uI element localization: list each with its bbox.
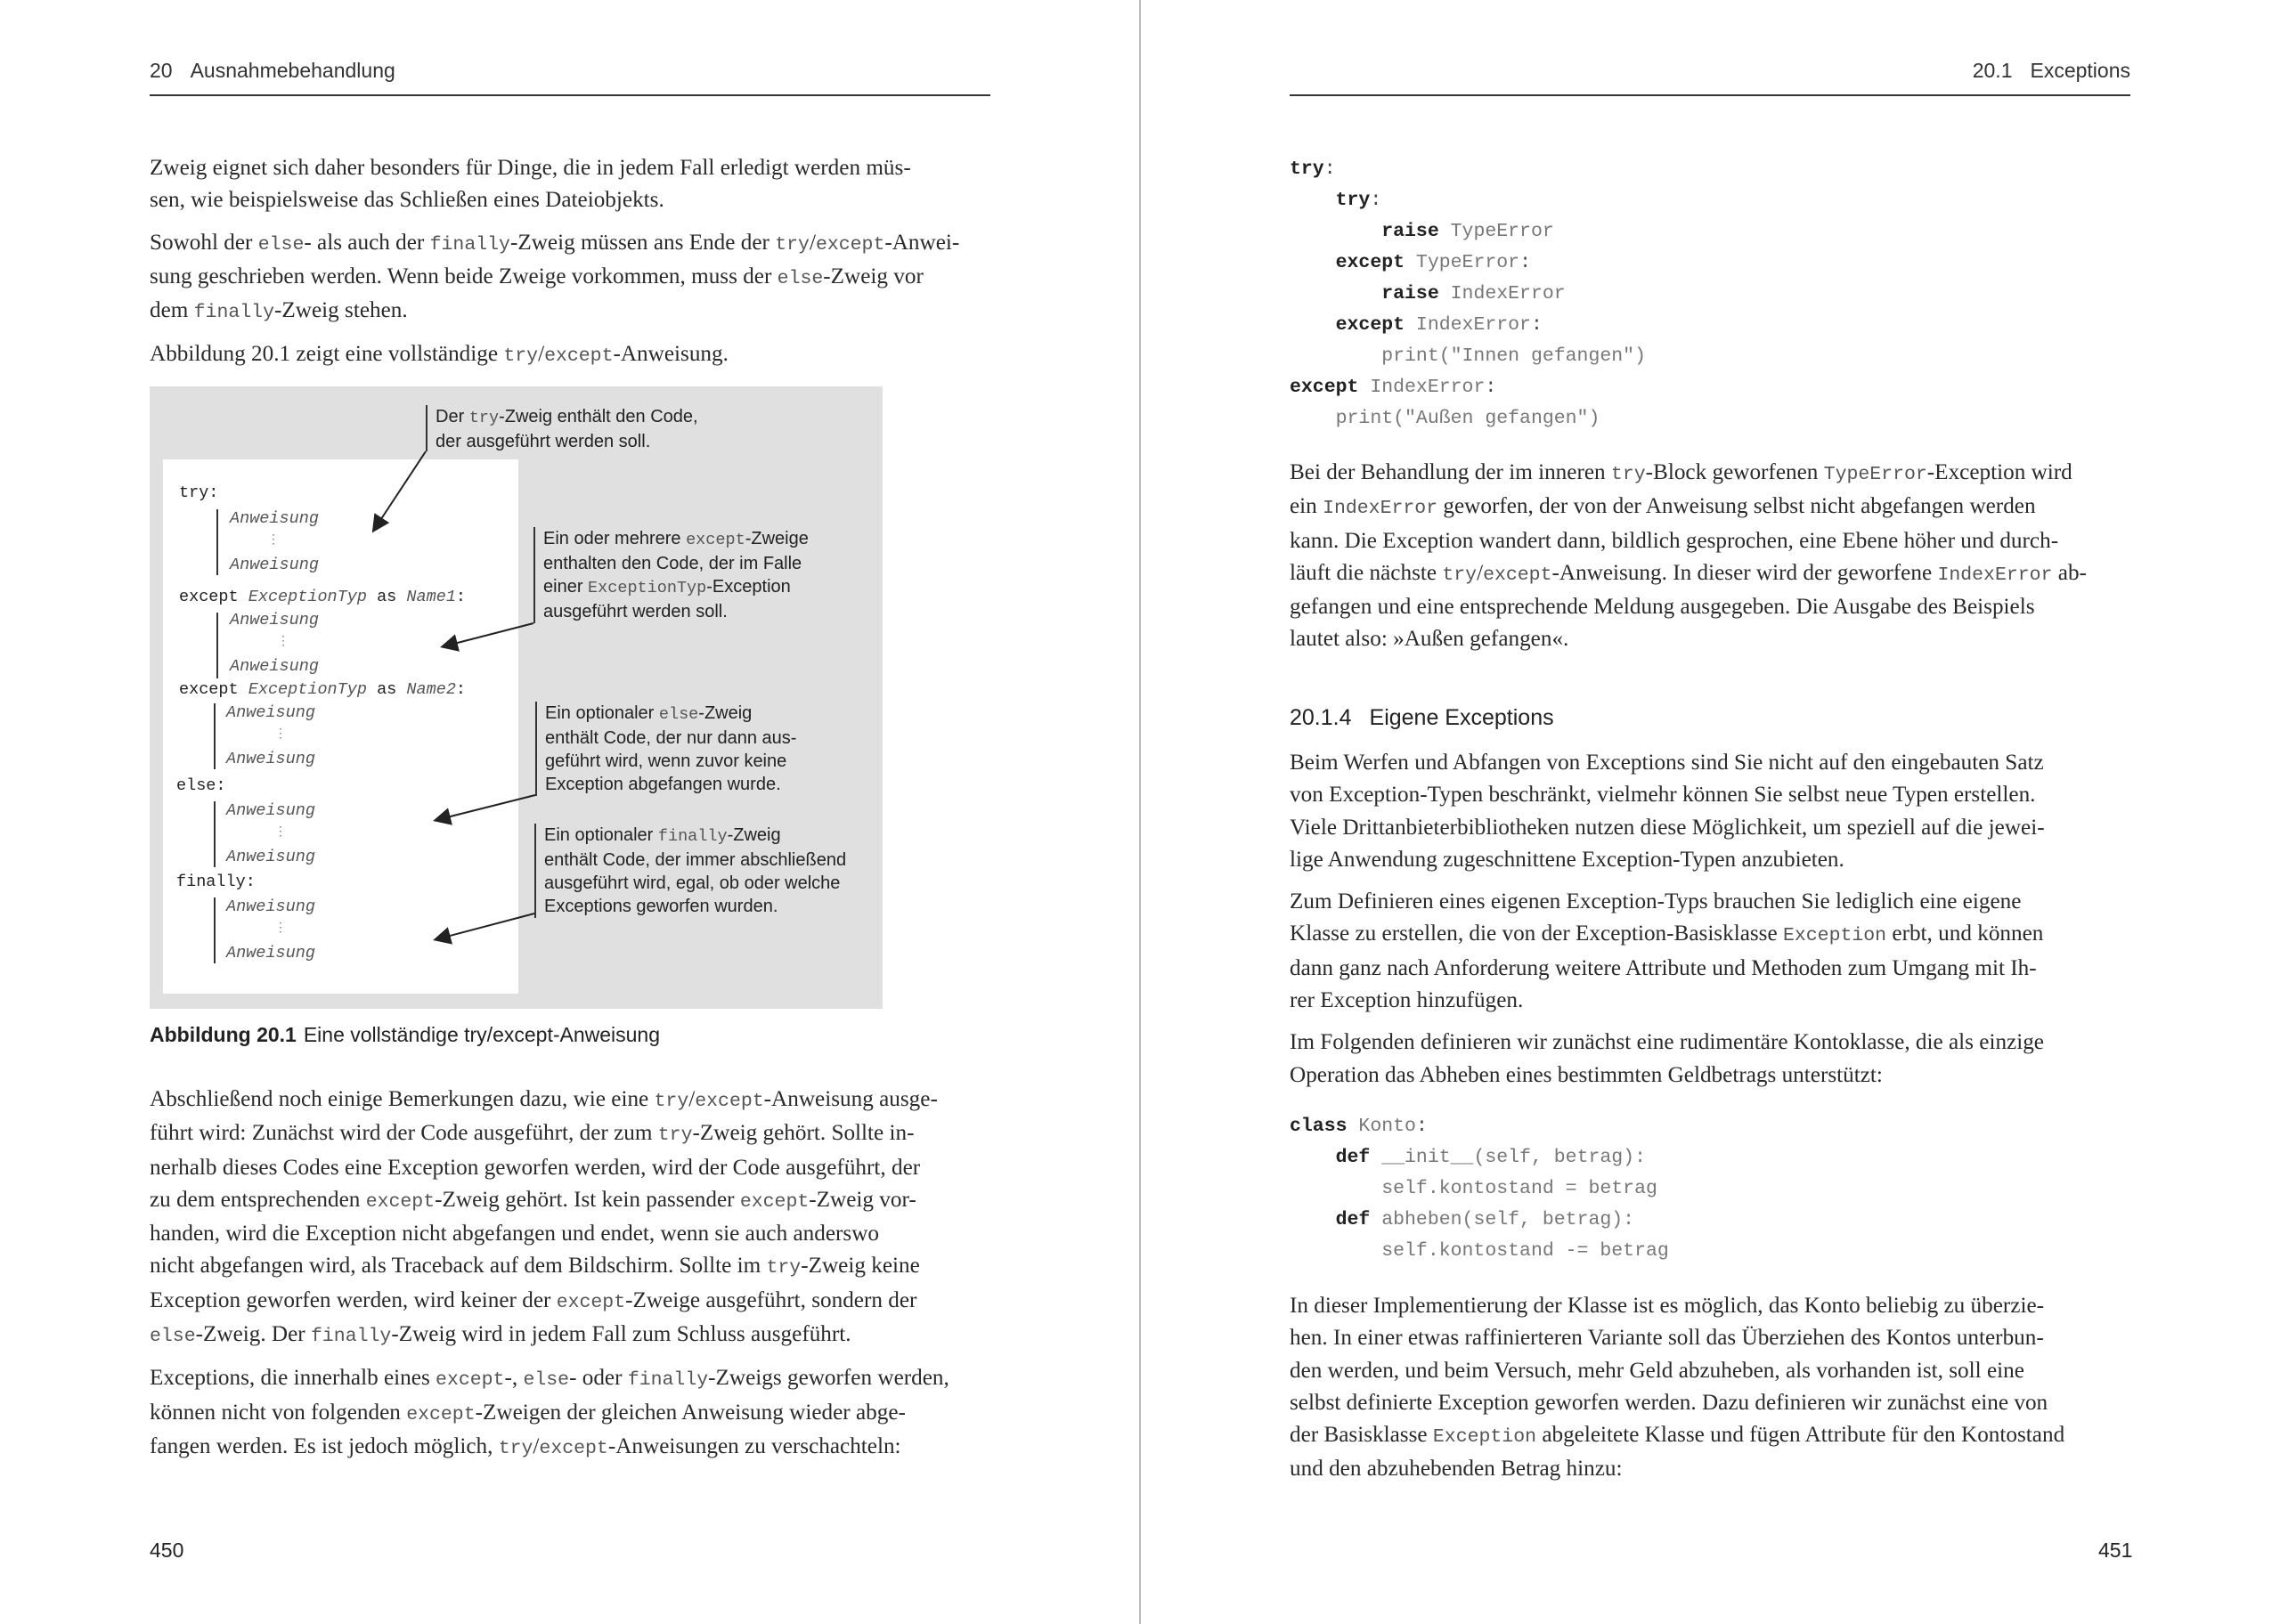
text: den werden, und beim Versuch, mehr Geld abzuheben, als vorhanden ist, soll eine — [1290, 1358, 2024, 1383]
text: handen, wird die Exception nicht abgefangen und endet, wenn sie auch anderswo — [150, 1222, 880, 1246]
code-block-nested-try — [1290, 154, 1646, 434]
section-heading-title: Eigene Exceptions — [1369, 705, 1554, 730]
text: -Anweisung. — [613, 342, 729, 367]
code-token: : — [1485, 377, 1497, 398]
exception-type: ExceptionTyp — [248, 680, 367, 699]
code-token: __init__(self, betrag): — [1370, 1147, 1646, 1168]
code-keyword: try — [1290, 158, 1324, 180]
code-keyword: except — [1335, 314, 1405, 336]
text: / — [809, 230, 816, 255]
text: dem — [150, 298, 194, 323]
line: Operation das Abheben eines bestimmten Geldbetrags unterstützt: — [1290, 1062, 1883, 1087]
code-line — [1290, 1142, 1669, 1173]
text: und den abzuhebenden Betrag hinzu: — [1290, 1457, 1623, 1482]
paragraph — [1290, 1027, 2130, 1092]
colon: : — [455, 680, 467, 699]
text: -Exception — [706, 577, 791, 597]
text: geworfen, der von der Anweisung selbst nicht abgefangen werden — [1437, 494, 2036, 519]
caption-text: Eine vollständige try/except-Anweisung — [303, 1023, 661, 1046]
text: -Zweig wird in jedem Fall zum Schluss ausgeführt. — [391, 1322, 851, 1347]
paragraph — [1290, 886, 2130, 1017]
section-number: 20.1 — [1972, 59, 2013, 82]
text: / — [1477, 560, 1484, 585]
code-anweisung: Anweisung — [226, 944, 315, 962]
line: sen, wie beispielsweise das Schließen eines Dateiobjekts. — [150, 188, 664, 213]
text: / — [538, 342, 545, 367]
text: dann ganz nach Anforderung weitere Attribute und Methoden zum Umgang mit Ih- — [1290, 955, 2037, 980]
line: Im Folgenden definieren wir zunächst eine rudimentäre Kontoklasse, die als einzige — [1290, 1030, 2044, 1055]
keyword: except — [179, 588, 239, 606]
code-token: self.kontostand -= betrag — [1381, 1240, 1669, 1262]
page-number: 450 — [150, 1539, 184, 1562]
code-span: except — [815, 233, 885, 256]
text: -Zweig keine — [801, 1254, 920, 1279]
code-token — [1290, 1209, 1336, 1230]
text: In dieser Implementierung der Klasse ist es möglich, das Konto beliebig zu überzie- — [1290, 1294, 2045, 1318]
code-anweisung: Anweisung — [226, 801, 315, 820]
text: Ein optionaler — [544, 825, 658, 845]
line: von Exception-Typen beschränkt, vielmehr können Sie selbst neue Typen erstellen. — [1290, 783, 2036, 808]
text: -, — [504, 1366, 524, 1391]
text: enthält Code, der immer abschließend — [544, 850, 847, 870]
text: - oder — [569, 1366, 628, 1391]
code-span: finally — [429, 233, 510, 256]
text: ausgeführt wird, egal, ob oder welche — [544, 873, 841, 893]
code-token: Konto — [1347, 1116, 1416, 1137]
code-span: finally — [311, 1326, 392, 1348]
code-span: except — [695, 1091, 764, 1112]
code-token: TypeError — [1438, 221, 1554, 242]
code-span: except — [365, 1190, 436, 1213]
text: -Zweige ausgeführt, sondern der — [625, 1287, 917, 1312]
paragraph — [1290, 747, 2130, 876]
text: Zum Definieren eines eigenen Exception-Typs brauchen Sie lediglich eine eigene — [1290, 889, 2022, 914]
code-keyword: def — [1335, 1147, 1371, 1168]
text: -Zweig. Der — [195, 1322, 311, 1347]
text: Der — [436, 407, 469, 426]
text: -Anweisung. In dieser wird der geworfene — [1551, 560, 1938, 585]
vdots-icon: ⋮ — [277, 635, 289, 649]
code-span: finally — [627, 1369, 709, 1392]
figure-caption — [150, 1023, 660, 1047]
code-span: try — [1610, 464, 1646, 485]
text: fangen werden. Es ist jedoch möglich, — [150, 1433, 499, 1458]
code-span: except — [686, 531, 745, 549]
text: Abschließend noch einige Bemerkungen dazu, wie eine — [150, 1087, 655, 1111]
code-line — [1290, 1205, 1669, 1236]
running-header — [1290, 59, 2130, 96]
left-page — [0, 0, 1139, 1624]
code-token: print("Innen gefangen") — [1381, 345, 1646, 367]
body-text-2 — [1290, 747, 2130, 1101]
text: ausgeführt werden soll. — [543, 602, 728, 621]
text: -Zweig — [698, 703, 753, 723]
code-anweisung: Anweisung — [230, 657, 319, 676]
text: Bei der Behandlung der im inneren — [1290, 460, 1611, 484]
text: -Zweigen der gleichen Anweisung wieder abge- — [475, 1400, 906, 1425]
text: einer — [543, 577, 589, 597]
code-anweisung: Anweisung — [226, 703, 315, 722]
colon: : — [455, 588, 467, 606]
text: -Zweig — [727, 825, 781, 845]
code-keyword: class — [1290, 1116, 1348, 1137]
code-token — [1290, 408, 1336, 429]
code-keyword: raise — [1381, 221, 1439, 242]
code-finally: finally: — [176, 873, 256, 891]
code-token: TypeError — [1405, 252, 1520, 273]
code-span: finally — [657, 827, 728, 846]
text: ab- — [2052, 560, 2087, 585]
code-token — [1290, 252, 1336, 273]
code-line — [1290, 310, 1646, 341]
code-anweisung: Anweisung — [230, 509, 319, 528]
paragraph — [1290, 457, 2130, 656]
code-token — [1290, 283, 1381, 304]
code-token: abheben(self, betrag): — [1370, 1209, 1635, 1230]
text: -Exception wird — [1926, 460, 2072, 484]
code-span: else — [257, 233, 305, 256]
text: können nicht von folgenden — [150, 1400, 407, 1425]
code-token — [1290, 1240, 1381, 1262]
text: -Zweige — [745, 529, 809, 548]
code-token — [1290, 190, 1336, 211]
text: -Zweig vor — [823, 264, 924, 288]
text: lautet also: »Außen gefangen«. — [1290, 627, 1569, 652]
code-span: TypeError — [1823, 464, 1927, 485]
text: nicht abgefangen wird, als Traceback auf dem Bildschirm. Sollte im — [150, 1254, 767, 1279]
text: Ein oder mehrere — [543, 529, 687, 548]
text: / — [688, 1087, 696, 1111]
code-span: try — [468, 409, 500, 427]
text: -Zweig müssen ans Ende der — [509, 230, 776, 255]
text: hen. In einer etwas raffinierteren Variante soll das Überziehen des Kontos unterbun- — [1290, 1326, 2044, 1351]
code-line — [1290, 279, 1646, 310]
code-anweisung: Anweisung — [226, 897, 315, 916]
code-token: : — [1415, 1116, 1428, 1137]
text: Exception abgefangen wurde. — [545, 775, 781, 794]
text: geführt wird, wenn zuvor keine — [545, 751, 787, 771]
page-number: 451 — [2098, 1539, 2133, 1562]
code-span: Exception — [1782, 925, 1887, 947]
paragraph — [150, 1084, 990, 1352]
text: -Zweig enthält den Code, — [499, 407, 698, 426]
arrow-else — [436, 795, 535, 820]
vdots-icon: ⋮ — [267, 533, 280, 548]
exception-type: ExceptionTyp — [248, 588, 367, 606]
code-span: IndexError — [1937, 564, 2053, 586]
code-span: except — [436, 1369, 505, 1392]
code-keyword: try — [1335, 190, 1371, 211]
code-token: : — [1519, 252, 1531, 273]
code-else: else: — [176, 776, 226, 795]
text: erbt, und können — [1886, 922, 2044, 946]
code-span: except — [539, 1437, 608, 1459]
arrow-try — [374, 451, 426, 530]
code-span: except — [1483, 564, 1552, 586]
body-text-1 — [1290, 457, 2130, 666]
code-keyword: except — [1290, 377, 1359, 398]
text: -Zweig vor- — [809, 1187, 916, 1212]
paragraph — [150, 1362, 990, 1465]
text: - als auch der — [304, 230, 430, 255]
code-span: else — [523, 1369, 570, 1392]
code-span: else — [777, 267, 824, 289]
code-token: IndexError — [1358, 377, 1486, 398]
text: abgeleitete Klasse und fügen Attribute für den Kontostand — [1536, 1423, 2065, 1448]
text: Sowohl der — [150, 230, 258, 255]
text: -Zweig gehört. Ist kein passender — [435, 1187, 740, 1212]
code-span: except — [544, 345, 614, 368]
code-span: try — [503, 345, 539, 368]
line: Zweig eignet sich daher besonders für Dinge, die in jedem Fall erledigt werden müs- — [150, 156, 911, 180]
text: führt wird: Zunächst wird der Code ausgeführt, der zum — [150, 1121, 658, 1146]
code-span: except — [556, 1291, 626, 1313]
code-line — [1290, 248, 1646, 279]
code-line — [1290, 403, 1646, 434]
code-anweisung: Anweisung — [226, 848, 315, 866]
vdots-icon: ⋮ — [274, 922, 287, 936]
code-token: : — [1370, 190, 1382, 211]
text: zu dem entsprechenden — [150, 1187, 366, 1212]
text: Exceptions geworfen wurden. — [544, 897, 778, 916]
text: Ein optionaler — [545, 703, 659, 723]
code-span: Exception — [1432, 1426, 1537, 1449]
text: der Basisklasse — [1290, 1423, 1433, 1448]
code-try: try: — [179, 483, 219, 502]
code-span: IndexError — [1323, 498, 1438, 520]
text: nerhalb dieses Codes eine Exception geworfen werden, wird der Code ausgeführt, der — [150, 1155, 921, 1180]
code-block-konto — [1290, 1111, 1669, 1267]
chapter-title: Ausnahmebehandlung — [190, 59, 395, 82]
code-token: self.kontostand = betrag — [1381, 1178, 1657, 1199]
body-text-3 — [1290, 1290, 2130, 1496]
text: -Anweisung ausge- — [763, 1087, 938, 1111]
vdots-icon: ⋮ — [274, 727, 287, 742]
code-span: try — [775, 233, 810, 256]
keyword: as — [377, 588, 397, 606]
code-span: try — [766, 1257, 802, 1279]
section-heading — [1290, 705, 1554, 731]
code-token: IndexError — [1405, 314, 1531, 336]
code-anweisung: Anweisung — [226, 750, 315, 768]
code-token: : — [1530, 314, 1543, 336]
arrow-finally — [436, 914, 534, 939]
keyword: as — [377, 680, 397, 699]
arrow-except — [444, 623, 533, 646]
text: rer Exception hinzufügen. — [1290, 988, 1524, 1013]
code-keyword: raise — [1381, 283, 1439, 304]
code-span: try — [1442, 564, 1478, 586]
section-title: Exceptions — [2030, 59, 2130, 82]
section-heading-number: 20.1.4 — [1290, 705, 1352, 730]
code-keyword: def — [1335, 1209, 1371, 1230]
text: -Block geworfenen — [1645, 460, 1824, 484]
text: / — [533, 1433, 540, 1458]
line: lige Anwendung zugeschnittene Exception-Typen anzubieten. — [1290, 847, 1844, 872]
code-token — [1290, 314, 1336, 336]
code-line — [1290, 154, 1646, 185]
body-text-bottom — [150, 1084, 990, 1474]
code-token — [1290, 345, 1381, 367]
line: Viele Drittanbieterbibliotheken nutzen diese Möglichkeit, um speziell auf die jewei- — [1290, 815, 2045, 840]
code-anweisung: Anweisung — [230, 611, 319, 629]
text: enthält Code, der nur dann aus- — [545, 728, 797, 748]
text: Klasse zu erstellen, die von der Exception-Basisklasse — [1290, 922, 1783, 946]
code-line — [1290, 341, 1646, 372]
code-line — [1290, 185, 1646, 216]
code-line — [1290, 1111, 1669, 1142]
text: -Zweigs geworfen werden, — [708, 1366, 949, 1391]
code-span: ExceptionTyp — [588, 579, 707, 597]
text: Exceptions, die innerhalb eines — [150, 1366, 436, 1391]
code-span: except — [739, 1190, 810, 1213]
text: -Anweisungen zu verschachteln: — [607, 1433, 901, 1458]
text: läuft die nächste — [1290, 560, 1443, 585]
code-anweisung: Anweisung — [230, 556, 319, 574]
text: gefangen und eine entsprechende Meldung ausgegeben. Die Ausgabe des Beispiels — [1290, 595, 2035, 620]
keyword: except — [179, 680, 239, 699]
code-line — [1290, 216, 1646, 248]
code-span: else — [658, 705, 699, 724]
code-span: try — [654, 1091, 689, 1112]
line: Beim Werfen und Abfangen von Exceptions sind Sie nicht auf den eingebauten Satz — [1290, 751, 2044, 775]
text: -Zweig stehen. — [274, 298, 408, 323]
code-span: try — [657, 1125, 693, 1147]
name: Name2 — [406, 680, 456, 699]
text: der ausgeführt werden soll. — [436, 432, 651, 451]
code-token — [1290, 1178, 1381, 1199]
code-line — [1290, 1236, 1669, 1267]
text: selbst definierte Exception geworfen werden. Dazu definieren wir zunächst eine von — [1290, 1390, 2048, 1415]
name: Name1 — [406, 588, 456, 606]
code-line — [1290, 372, 1646, 403]
text: sung geschrieben werden. Wenn beide Zweige vorkommen, muss der — [150, 264, 778, 288]
code-token: : — [1323, 158, 1336, 180]
right-page — [1141, 0, 2280, 1624]
code-span: else — [150, 1326, 196, 1348]
text: -Zweig gehört. Sollte in- — [692, 1121, 915, 1146]
caption-label: Abbildung 20.1 — [150, 1023, 297, 1046]
code-line — [1290, 1173, 1669, 1205]
text: Abbildung 20.1 zeigt eine vollständige — [150, 342, 504, 367]
text: enthalten den Code, der im Falle — [543, 554, 802, 573]
code-token: print("Außen gefangen") — [1335, 408, 1600, 429]
text: kann. Die Exception wandert dann, bildlich gesprochen, eine Ebene höher und durch- — [1290, 528, 2059, 553]
code-token — [1290, 1147, 1336, 1168]
chapter-number: 20 — [150, 59, 173, 82]
code-keyword: except — [1335, 252, 1405, 273]
text: -Anwei- — [884, 230, 960, 255]
code-token — [1290, 221, 1381, 242]
vdots-icon: ⋮ — [274, 825, 287, 840]
code-token: IndexError — [1438, 283, 1566, 304]
code-span: except — [406, 1403, 476, 1425]
code-span: finally — [193, 302, 274, 324]
text: Exception geworfen werden, wird keiner der — [150, 1287, 557, 1312]
paragraph — [1290, 1290, 2130, 1486]
text: ein — [1290, 494, 1323, 519]
code-span: try — [498, 1437, 533, 1459]
